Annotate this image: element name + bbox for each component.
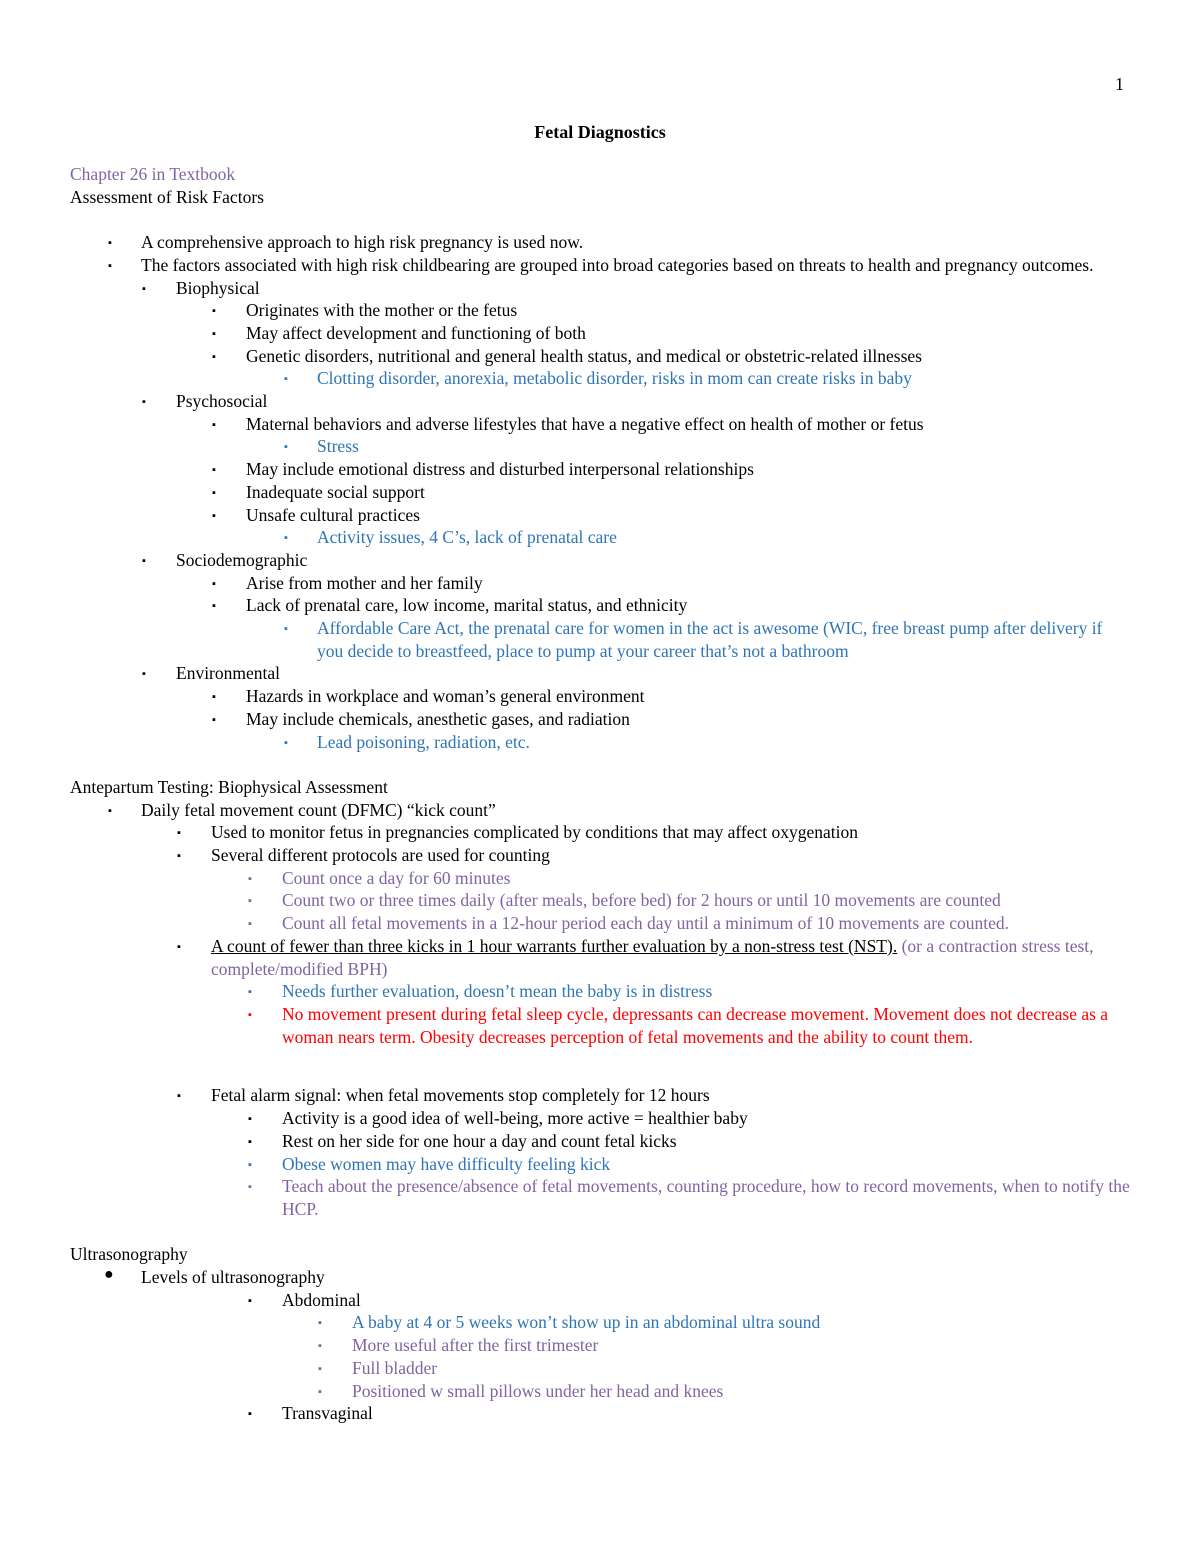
square-bullet-icon: ▪ xyxy=(212,600,216,613)
square-bullet-icon: ▪ xyxy=(177,827,181,840)
note-item: ▪ Count once a day for 60 minutes xyxy=(70,867,1130,890)
square-bullet-icon: ▪ xyxy=(142,668,146,681)
list-item: ▪ Used to monitor fetus in pregnancies complicated by conditions that may affect oxygenation xyxy=(70,821,1130,844)
square-bullet-icon: ▪ xyxy=(108,804,112,817)
square-bullet-icon: ▪ xyxy=(248,1113,252,1126)
list-item: ▪ Lack of prenatal care, low income, marital status, and ethnicity xyxy=(70,594,1130,617)
list-item: ▪ Rest on her side for one hour a day and count fetal kicks xyxy=(70,1130,1130,1153)
list-item-category: ▪ Environmental xyxy=(70,662,1130,685)
list-item: ▪ Originates with the mother or the fetus xyxy=(70,299,1130,322)
square-bullet-icon: ▪ xyxy=(212,464,216,477)
list-item: ▪ Unsafe cultural practices xyxy=(70,504,1130,527)
note-item: ▪ Count all fetal movements in a 12-hour period each day until a minimum of 10 movements are counted. xyxy=(70,912,1130,935)
list-item: ▪ Several different protocols are used for counting xyxy=(70,844,1130,867)
square-bullet-icon: ▪ xyxy=(212,577,216,590)
square-bullet-icon: ▪ xyxy=(284,441,288,454)
square-bullet-icon: ▪ xyxy=(248,895,252,908)
list-item: ▪ Hazards in workplace and woman’s general environment xyxy=(70,685,1130,708)
list-item: ▪ Maternal behaviors and adverse lifestyles that have a negative effect on health of mother or fetus xyxy=(70,413,1130,436)
square-bullet-icon: ▪ xyxy=(248,1181,252,1194)
square-bullet-icon: ▪ xyxy=(142,282,146,295)
square-bullet-icon: ▪ xyxy=(108,237,112,250)
section-heading-antepartum: Antepartum Testing: Biophysical Assessment xyxy=(70,776,388,797)
square-bullet-icon: ▪ xyxy=(142,554,146,567)
note-item: ▪ Stress xyxy=(70,435,1130,458)
square-bullet-icon: ▪ xyxy=(212,350,216,363)
square-bullet-icon: ▪ xyxy=(212,305,216,318)
square-bullet-icon: ▪ xyxy=(248,986,252,999)
note-item: ▪ Full bladder xyxy=(70,1357,1130,1380)
list-item: ▪ May include chemicals, anesthetic gases, and radiation xyxy=(70,708,1130,731)
note-item: ▪ Lead poisoning, radiation, etc. xyxy=(70,731,1130,754)
square-bullet-icon: ▪ xyxy=(248,1158,252,1171)
note-item: ▪ Needs further evaluation, doesn’t mean the baby is in distress xyxy=(70,980,1130,1003)
note-item: ▪ Obese women may have difficulty feeling kick xyxy=(70,1153,1130,1176)
square-bullet-icon: ▪ xyxy=(177,1090,181,1103)
document-body xyxy=(70,163,1130,1425)
square-bullet-icon: ▪ xyxy=(248,1294,252,1307)
section-heading-ultrasonography: Ultrasonography xyxy=(70,1244,188,1265)
square-bullet-icon: ▪ xyxy=(248,872,252,885)
square-bullet-icon: ▪ xyxy=(248,918,252,931)
note-item: ▪ Positioned w small pillows under her head and knees xyxy=(70,1380,1130,1403)
square-bullet-icon: ▪ xyxy=(318,1385,322,1398)
note-item: ▪ Affordable Care Act, the prenatal care for women in the act is awesome (WIC, free breast pump after delivery if you decide to breastfeed, place to pump at your career that’s not a bathroom xyxy=(284,618,1103,661)
note-item: ▪ No movement present during fetal sleep cycle, depressants can decrease movement. Movement does not decrease as a woman nears term. Obesity decreases perception of fetal movements and the ability to count them. xyxy=(248,1003,1109,1047)
list-item: ▪ Activity is a good idea of well-being, more active = healthier baby xyxy=(70,1107,1130,1130)
square-bullet-icon: ▪ xyxy=(142,396,146,409)
square-bullet-icon: ▪ xyxy=(284,373,288,386)
list-item: ▪ May include emotional distress and disturbed interpersonal relationships xyxy=(70,458,1130,481)
square-bullet-icon: ▪ xyxy=(248,1008,252,1021)
square-bullet-icon: ▪ xyxy=(108,259,112,272)
square-bullet-icon: ▪ xyxy=(212,509,216,522)
list-item: ▪ May affect development and functioning of both xyxy=(70,322,1130,345)
list-item: ● Levels of ultrasonography xyxy=(104,1266,325,1287)
section-heading-risk: Assessment of Risk Factors xyxy=(70,186,264,207)
square-bullet-icon: ▪ xyxy=(318,1340,322,1353)
square-bullet-icon: ▪ xyxy=(284,623,288,636)
list-item: ▪ Abdominal xyxy=(70,1289,1130,1312)
list-item: ▪ Transvaginal xyxy=(70,1402,1130,1425)
list-item: ▪ Genetic disorders, nutritional and general health status, and medical or obstetric-related illnesses xyxy=(70,345,1130,368)
square-bullet-icon: ▪ xyxy=(212,327,216,340)
square-bullet-icon: ▪ xyxy=(318,1362,322,1375)
note-item: ▪ A baby at 4 or 5 weeks won’t show up in an abdominal ultra sound xyxy=(70,1311,1130,1334)
page-number: 1 xyxy=(1115,74,1124,94)
square-bullet-icon: ▪ xyxy=(248,1408,252,1421)
note-item: ▪ More useful after the first trimester xyxy=(70,1334,1130,1357)
square-bullet-icon: ▪ xyxy=(212,418,216,431)
square-bullet-icon: ▪ xyxy=(284,736,288,749)
list-item: ▪ Fetal alarm signal: when fetal movements stop completely for 12 hours xyxy=(70,1084,1130,1107)
list-item: ▪ A count of fewer than three kicks in 1 hour warrants further evaluation by a non-stress test (NST). (or a contraction stress test, complete/modified BPH) xyxy=(177,935,1094,979)
chapter-reference: Chapter 26 in Textbook xyxy=(70,164,236,184)
note-item: ▪ Teach about the presence/absence of fetal movements, counting procedure, how to record movements, when to notify the HCP. xyxy=(248,1176,1130,1219)
square-bullet-icon: ▪ xyxy=(212,713,216,726)
note-item: ▪ Count two or three times daily (after meals, before bed) for 2 hours or until 10 movements are counted xyxy=(70,889,1130,912)
list-item: ▪ Arise from mother and her family xyxy=(70,572,1130,595)
square-bullet-icon: ▪ xyxy=(284,532,288,545)
square-bullet-icon: ▪ xyxy=(318,1317,322,1330)
note-item: ▪ Clotting disorder, anorexia, metabolic disorder, risks in mom can create risks in baby xyxy=(70,367,1130,390)
list-item: ▪ A comprehensive approach to high risk pregnancy is used now. xyxy=(70,231,1130,254)
note-item: ▪ Activity issues, 4 C’s, lack of prenatal care xyxy=(70,526,1130,549)
square-bullet-icon: ▪ xyxy=(212,486,216,499)
square-bullet-icon: ▪ xyxy=(212,691,216,704)
list-item-category: ▪ Sociodemographic xyxy=(70,549,1130,572)
square-bullet-icon: ▪ xyxy=(177,940,181,953)
square-bullet-icon: ▪ xyxy=(248,1135,252,1148)
document-title: Fetal Diagnostics xyxy=(534,122,666,142)
list-item: ▪ The factors associated with high risk childbearing are grouped into broad categories based on threats to health and pregnancy outcomes. xyxy=(70,254,1130,277)
square-bullet-icon: ▪ xyxy=(177,850,181,863)
list-item-category: ▪ Biophysical xyxy=(70,277,1130,300)
list-item: ▪ Inadequate social support xyxy=(70,481,1130,504)
round-bullet-icon: ● xyxy=(104,1266,114,1283)
list-item-category: ▪ Psychosocial xyxy=(70,390,1130,413)
list-item: ▪ Daily fetal movement count (DFMC) “kick count” xyxy=(70,799,1130,822)
